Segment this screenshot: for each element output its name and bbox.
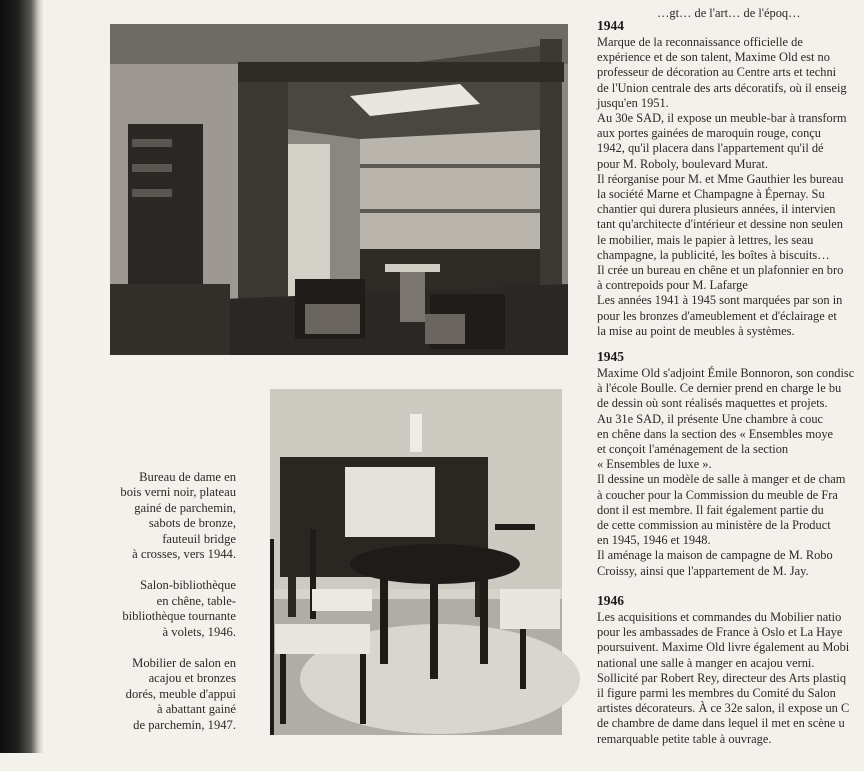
caption-salon-bibliotheque: Salon-bibliothèque en chêne, table- bibliothèque tournante à volets, 1946. — [122, 578, 236, 639]
year-heading: 1945 — [597, 349, 624, 364]
section-1946 — [597, 593, 849, 747]
caption-mobilier-de-salon: Mobilier de salon en acajou et bronzes dorés, meuble d'appui à abattant gainé de parchemin, 1947. — [125, 656, 236, 732]
caption-bureau-de-dame: Bureau de dame en bois verni noir, plateau gainé de parchemin, sabots de bronze, fauteuil bridge à crosses, vers 1944. — [120, 470, 236, 562]
chronology-text-column — [597, 6, 864, 771]
paragraph: Il aménage la maison de campagne de M. Robo Croissy, ainsi que l'appartement de M. Jay. — [597, 548, 833, 578]
paragraph: Maxime Old s'adjoint Émile Bonnoron, son condisc à l'école Boulle. Ce dernier prend en charge le bu de dessin où sont réalisés maquettes et projets. — [597, 366, 855, 411]
paragraph: Sollicité par Robert Rey, directeur des Arts plastiq il figure parmi les membres du Comité du Salon artistes décorateurs. À ce 32e salon, il expose un C de chambre de dame dans lequel il met en scène u remarquable petite table à ouvrage. — [597, 670, 850, 746]
section-1945 — [597, 349, 854, 579]
paragraph: Les acquisitions et commandes du Mobilier natio pour les ambassades de France à Oslo et La Haye poursuivent. Maxime Old livre également au Mobi national une salle à manger en acajou verni. — [597, 610, 850, 670]
paragraph: Il crée un bureau en chêne et un plafonnier en bro à contrepoids pour M. Lafarge — [597, 263, 844, 293]
paragraph: Au 31e SAD, il présente Une chambre à couc en chêne dans la section des « Ensembles moye et conçoit l'aménagement de la section « Ensembles de luxe ». — [597, 411, 834, 472]
paragraph: Marque de la reconnaissance officielle de expérience et de son talent, Maxime Old est no professeur de décoration au Centre arts et techni de l'Union centrale des arts décoratifs, où il enseig jusqu'en 1951. — [597, 35, 847, 110]
book-gutter-shadow — [0, 0, 44, 753]
paragraph: Les années 1941 à 1945 sont marquées par son in pour les bronzes d'ameublement et d'éclairage et la mise au point de meubles à systèmes. — [597, 293, 843, 338]
top-cut-line: …gt… de l'art… de l'époq… — [657, 6, 801, 20]
paragraph: Il réorganise pour M. et Mme Gauthier les bureau la société Marne et Champagne à Épernay. Su chantier qui durera plusieurs années, il intervien tant qu'architecte d'intérieur et dessine non seulen le mobilier, mais le papier à lettres, les seau champagne, la publicité, les boîtes à biscuits… — [597, 171, 844, 262]
paragraph: Au 30e SAD, il expose un meuble-bar à transform aux portes gainées de maroquin rouge, conçu 1942, qu'il placera dans l'appartement qu'il dé pour M. Roboly, boulevard Murat. — [597, 111, 847, 171]
photo-bureau-de-dame — [270, 389, 562, 735]
year-heading: 1944 — [597, 18, 624, 33]
caption-column — [100, 470, 236, 749]
year-heading: 1946 — [597, 593, 624, 608]
photo-salon-bibliotheque — [110, 24, 568, 355]
section-1944 — [597, 18, 847, 339]
paragraph: Il dessine un modèle de salle à manger et de cham à coucher pour la Commission du meuble de Fra dont il est membre. Il fait également partie du de cette commission au ministère de la Product en 1945, 1946 et 1948. — [597, 472, 846, 548]
